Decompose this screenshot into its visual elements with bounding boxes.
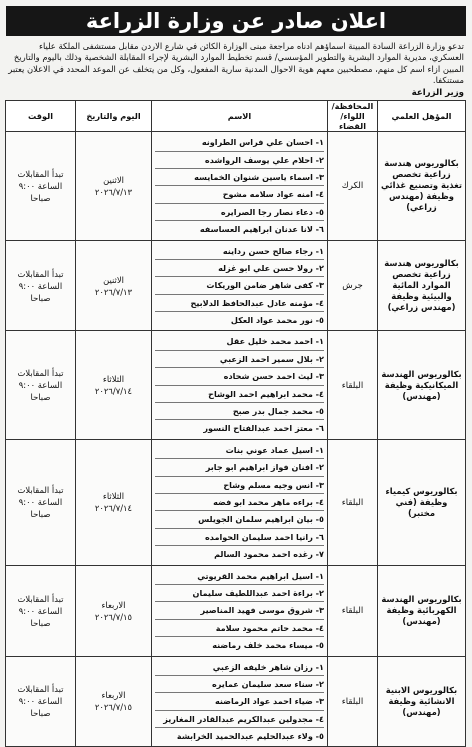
time-cell [6, 240, 76, 331]
candidate-name: ٤- محمد حاتم محمود سلامة [155, 620, 324, 637]
day-date-cell [76, 439, 152, 565]
candidate-name: ٢- رولا حسن علي ابو غزله [155, 260, 324, 277]
interview-start-time: الساعة ٩:٠٠ صباحا [18, 605, 63, 628]
names-cell [152, 331, 328, 439]
table-row [6, 439, 466, 565]
interview-date: ٢٠٢٦/٧/١٥ [94, 611, 133, 622]
header-name: الاسم [152, 101, 328, 132]
time-cell [6, 565, 76, 656]
governorate-cell [328, 331, 378, 439]
interview-day: الاثنين [103, 174, 124, 185]
qualification-cell [378, 439, 466, 565]
candidate-name: ٣- ضياء احمد عواد الرماضنه [155, 693, 324, 710]
candidate-name: ٣- انس وجيه مسلم وشاح [155, 477, 324, 494]
header-governorate: المحافظة/ اللواء/القضاء [328, 101, 378, 132]
candidate-name: ١- احسان علي فراس الطراونه [155, 134, 324, 151]
interview-day: الثلاثاء [102, 491, 125, 502]
interview-start-label: تبدأ المقابلات [17, 168, 64, 179]
interview-start-time: الساعة ٩:٠٠ صباحا [18, 696, 63, 719]
candidate-name: ٤- مؤمنه عادل عبدالحافظ الدلابيح [155, 295, 324, 312]
qualification-text: بكالوريوس هندسة زراعية تخصص الموارد المائية والبيئية وظيفة (مهندس زراعي) [384, 258, 459, 312]
governorate-text: البلقاء [341, 696, 364, 707]
interview-day: الاثنين [103, 274, 124, 285]
candidate-name: ١- رجاء صالح حسن رداينه [155, 243, 324, 260]
candidate-name: ٢- براءة احمد عبداللطيف سليمان [155, 585, 324, 602]
candidate-name: ٦- رانيا احمد سليمان الحوامده [155, 529, 324, 546]
table-row [6, 331, 466, 439]
qualification-text: بكالوريوس هندسة زراعية تخصص تغذية وتصنيع غذائي وظيفة (مهندس زراعي) [381, 158, 462, 213]
day-date-cell [76, 656, 152, 747]
interview-date: ٢٠٢٦/٧/١٣ [94, 286, 133, 297]
candidate-name: ٥- نور محمد عواد العكل [230, 315, 324, 326]
time-cell [6, 132, 76, 240]
interview-start-label: تبدأ المقابلات [17, 485, 64, 496]
governorate-text: البلقاء [341, 497, 364, 508]
qualification-text: بكالوريوس الهندسة الميكانيكية وظيفة (مهندس) [381, 368, 462, 401]
governorate-cell [328, 439, 378, 565]
interview-start-time: الساعة ٩:٠٠ صباحا [18, 380, 63, 403]
time-cell [6, 656, 76, 747]
table-header-row [6, 101, 466, 132]
governorate-text: الكرك [341, 181, 364, 192]
candidate-name: ٤- محمد ابراهيم احمد الوشاح [155, 386, 324, 403]
names-cell [152, 132, 328, 240]
names-cell [152, 656, 328, 747]
candidate-name: ٥- ميساء محمد خلف رماضنه [212, 640, 324, 651]
qualification-text: بكالوريوس الابنية الانشائية وظيفة (مهندس) [385, 684, 458, 717]
interview-day: الاربعاء [101, 690, 126, 701]
governorate-text: جرش [342, 281, 363, 291]
governorate-text: البلقاء [341, 606, 364, 617]
names-cell [152, 565, 328, 656]
minister-signature: وزير الزراعة [411, 88, 464, 99]
table-row [6, 240, 466, 331]
qualification-text: بكالوريوس الهندسة الكهربائية وظيفة (مهندس) [381, 594, 462, 627]
interview-day: الثلاثاء [102, 374, 125, 385]
interview-start-label: تبدأ المقابلات [17, 268, 64, 279]
governorate-cell [328, 132, 378, 240]
names-cell [152, 439, 328, 565]
candidate-name: ٥- محمد جمال بدر صبح [155, 403, 324, 420]
candidate-name: ٤- امنه عواد سلامه مشوح [155, 186, 324, 203]
qualification-cell [378, 331, 466, 439]
day-date-cell [76, 331, 152, 439]
governorate-cell [328, 656, 378, 747]
announcement-title: اعلان صادر عن وزارة الزراعة [6, 6, 466, 36]
time-cell [6, 439, 76, 565]
candidate-name: ٦- معتز احمد عبدالفتاح النسور [203, 423, 324, 434]
qualification-cell [378, 656, 466, 747]
candidate-name: ٣- ليث احمد حسن شحاده [155, 368, 324, 385]
candidate-name: ١- رزان شاهر خليفه الزعبي [155, 659, 324, 676]
candidate-name: ١- احمد محمد خليل عقل [155, 333, 324, 350]
candidate-name: ١- اسيل عماد عوني بنات [155, 442, 324, 459]
qualification-cell [378, 240, 466, 331]
table-row [6, 656, 466, 747]
candidate-name: ٢- سناء سعد سليمان عمايره [155, 676, 324, 693]
day-date-cell [76, 565, 152, 656]
interview-start-time: الساعة ٩:٠٠ صباحا [18, 497, 63, 520]
interview-start-time: الساعة ٩:٠٠ صباحا [18, 180, 63, 203]
interview-date: ٢٠٢٦/٧/١٥ [94, 702, 133, 713]
governorate-text: البلقاء [341, 380, 364, 391]
header-day-date: اليوم والتاريخ [76, 101, 152, 132]
time-cell [6, 331, 76, 439]
candidate-name: ٥- بيان ابراهيم سلمان الجويلس [155, 511, 324, 528]
interview-date: ٢٠٢٦/٧/١٣ [94, 186, 133, 197]
governorate-cell [328, 240, 378, 331]
day-date-cell [76, 240, 152, 331]
candidate-name: ٣- شروق موسى فهيد المناصير [155, 602, 324, 619]
header-qualification: المؤهل العلمي [378, 101, 466, 132]
day-date-cell [76, 132, 152, 240]
candidate-name: ٥- ولاء عبدالحليم عبدالحميد الخرابشة [176, 731, 324, 742]
table-body [6, 132, 466, 747]
interview-start-label: تبدأ المقابلات [17, 684, 64, 695]
interview-day: الاربعاء [101, 599, 126, 610]
qualification-cell [378, 132, 466, 240]
names-cell [152, 240, 328, 331]
qualification-cell [378, 565, 466, 656]
candidate-name: ٥- دعاء نصار رجا الصرايره [155, 204, 324, 221]
candidate-name: ٤- براءه ماهر محمد ابو فضه [155, 494, 324, 511]
qualification-text: بكالوريوس كيمياء وظيفة (فني مختبر) [385, 485, 458, 518]
announcement-intro: تدعو وزارة الزراعة السادة المبينة اسماؤهم ادناه مراجعة مبنى الوزارة الكائن في شارع الاردن مقابل مستشفى الملكة علياء العسكري، مديرية الموارد البشرية والتطوير المؤسسي/ قسم تخطيط الموارد البشرية لإجراء المقابلة الشخصية وذلك باليوم والتاريخ المبين ازاء اسم كل منهم، مصطحبين معهم هوية الاحوال المدنية سارية المفعول، وكل من يتخلف عن الموعد المحدد في الاعلان يعتبر مستنكفا. [8, 41, 464, 85]
candidate-name: ٤- مجدولين عبدالكريم عبدالقادر المغاريز [155, 711, 324, 728]
candidate-name: ٢- احلام علي يوسف الرواشده [155, 152, 324, 169]
candidate-name: ١- اسيل ابراهيم محمد القريوتي [155, 568, 324, 585]
interview-date: ٢٠٢٦/٧/١٤ [94, 386, 133, 397]
table-row [6, 132, 466, 240]
table-row [6, 565, 466, 656]
candidate-name: ٢- افنان فواز ابراهيم ابو جابر [155, 459, 324, 476]
candidate-name: ٧- رغده احمد محمود السالم [214, 549, 324, 560]
header-time: الوقت [6, 101, 76, 132]
interview-table [5, 100, 466, 747]
interview-start-label: تبدأ المقابلات [17, 368, 64, 379]
candidate-name: ٦- لانا عدنان ابراهيم العساسفه [199, 224, 324, 235]
governorate-cell [328, 565, 378, 656]
interview-date: ٢٠٢٦/٧/١٤ [94, 503, 133, 514]
candidate-name: ٢- بلال سمير احمد الزعبي [155, 351, 324, 368]
candidate-name: ٣- كفى شاهر ضامن الوريكات [155, 277, 324, 294]
interview-start-label: تبدأ المقابلات [17, 593, 64, 604]
candidate-name: ٣- اسماء ياسين شنوان الخمايسه [155, 169, 324, 186]
interview-start-time: الساعة ٩:٠٠ صباحا [18, 280, 63, 303]
